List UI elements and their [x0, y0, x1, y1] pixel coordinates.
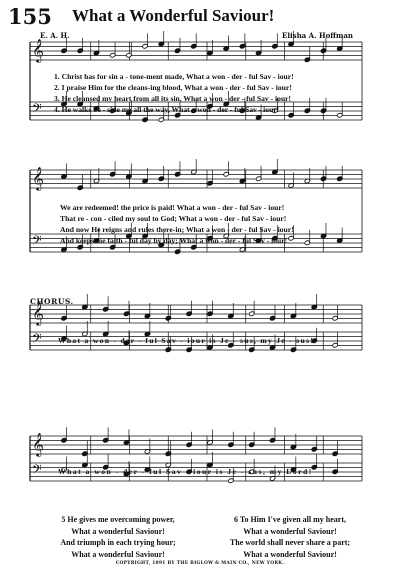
- lyric-system3: What a won - der - ful Sav - iour is Je - sus, my Je - sus!: [58, 336, 315, 345]
- composer-initials: E. A. H.: [40, 31, 70, 40]
- lyric-system1-verse1: 1. Christ has for sin a - tone-ment made, What a won - der - ful Sav - iour!: [54, 72, 294, 81]
- verse-5-line-3: And triumph in each trying hour;: [60, 538, 176, 548]
- lyric-system2-verse2: That re - con - ciled my soul to God; What a won - der - ful Sav - iour!: [60, 214, 287, 223]
- lyric-system1-verse4: 4. He walks be - side me all the way, What a won - der - ful Sav - iour!: [54, 105, 280, 114]
- lyric-system2-verse4: And keeps me faith - ful day by day; What a won - der - ful Sav - iour!: [60, 236, 288, 245]
- verse-5: [38, 514, 198, 560]
- verse-5-line-4: What a wonderful Saviour!: [71, 549, 165, 559]
- hymn-title: What a Wonderful Saviour!: [72, 6, 275, 25]
- treble-clef-icon: 𝄞: [32, 301, 44, 325]
- lyric-system2-verse3: And now He reigns and rules there-in; What a won - der - ful Sav - iour!: [60, 225, 294, 234]
- verse-6: [210, 514, 370, 560]
- verse-6-line-2: What a wonderful Saviour!: [243, 526, 337, 536]
- bass-clef-icon: 𝄢: [32, 462, 42, 480]
- lyric-system4: What a won - der - ful Sav - iour is Je - sus, my Lord!: [58, 467, 313, 476]
- treble-clef-icon: 𝄞: [32, 38, 44, 62]
- verse-6-line-3: The world shall never share a part;: [229, 538, 351, 548]
- chorus-label: CHORUS.: [30, 297, 74, 306]
- lyric-system1-verse3: 3. He cleansed my heart from all its sin, What a won - der - ful Sav - iour!: [54, 94, 292, 103]
- verse-5-line-2: What a wonderful Saviour!: [71, 526, 165, 536]
- treble-clef-icon: 𝄞: [32, 166, 44, 190]
- verse-6-line-1: 6 To Him I've given all my heart,: [234, 515, 346, 524]
- lyric-system1-verse2: 2. I praise Him for the cleans-ing blood, What a won - der - ful Sav - iour!: [54, 83, 292, 92]
- copyright-notice: COPYRIGHT, 1891 BY THE BIGLOW & MAIN CO., NEW YORK.: [115, 561, 285, 566]
- lyric-system2-verse1: We are redeemed! the price is paid! What a won - der - ful Sav - iour!: [60, 203, 285, 212]
- verse-6-line-4: What a wonderful Saviour!: [243, 549, 337, 559]
- bass-clef-icon: 𝄢: [32, 331, 42, 349]
- bass-clef-icon: 𝄢: [32, 101, 42, 119]
- bass-clef-icon: 𝄢: [32, 233, 42, 251]
- treble-clef-icon: 𝄞: [32, 432, 44, 456]
- hymn-number: 155: [8, 4, 52, 29]
- author-name: Elisha A. Hoffman: [282, 31, 354, 40]
- verse-5-line-1: 5 He gives me overcoming power,: [61, 515, 175, 524]
